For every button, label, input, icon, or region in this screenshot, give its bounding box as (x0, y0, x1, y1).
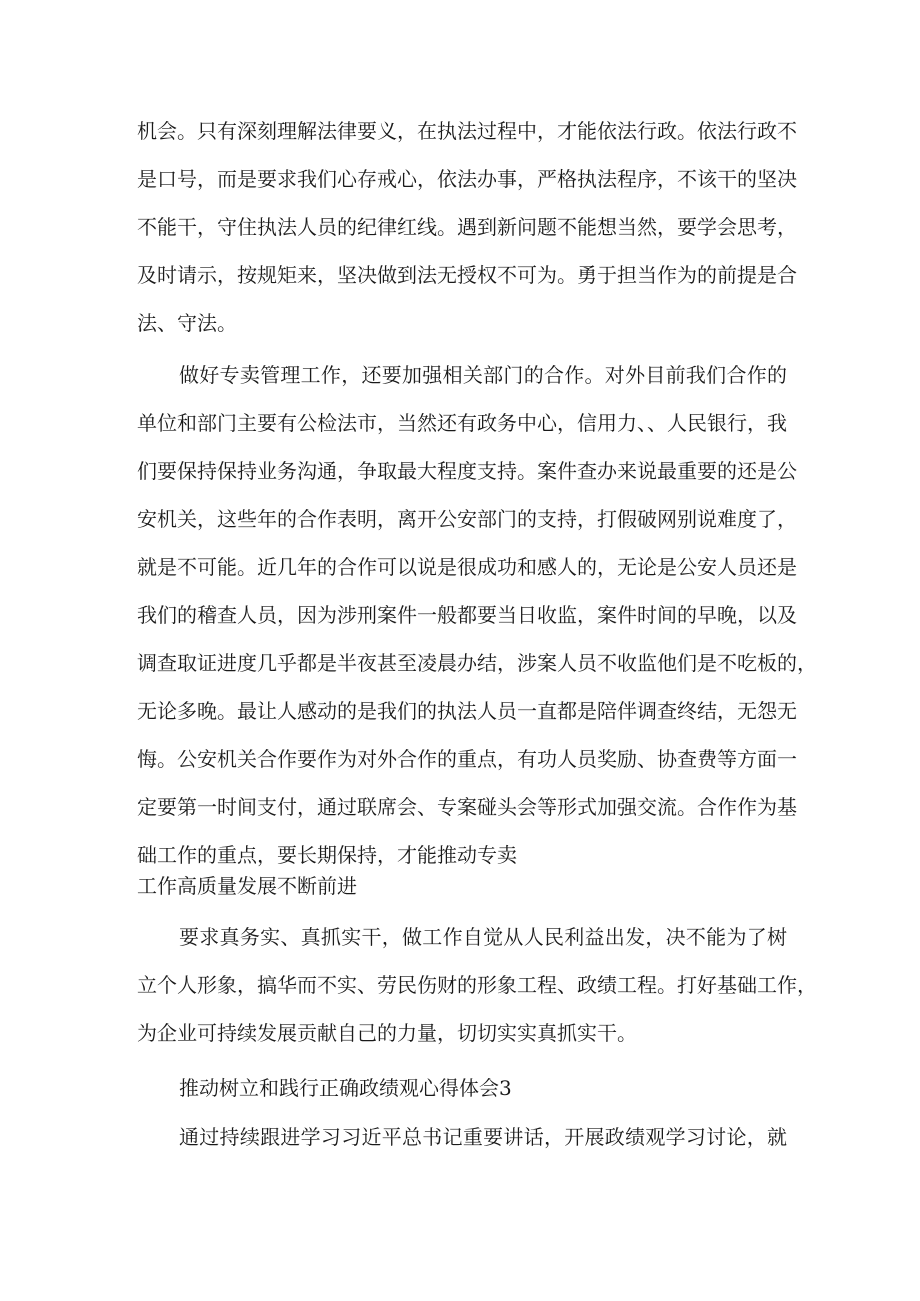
paragraph-line: 要求真务实、真抓实干，做工作自觉从人民利益出发，决不能为了树 (179, 925, 787, 949)
paragraph-line: 不能干，守住执法人员的纪律红线。遇到新问题不能想当然，要学会思考， (137, 215, 797, 239)
paragraph-line: 安机关，这些年的合作表明，离开公安部门的支持，打假破网别说难度了， (137, 507, 797, 531)
paragraph-line: 悔。公安机关合作要作为对外合作的重点，有功人员奖励、协查费等方面一 (137, 747, 797, 771)
paragraph-line: 做好专卖管理工作，还要加强相关部门的合作。对外目前我们合作的 (179, 363, 787, 387)
paragraph-line: 立个人形象，搞华而不实、劳民伤财的形象工程、政绩工程。打好基础工作， (137, 973, 817, 997)
paragraph-line: 我们的稽查人员，因为涉刑案件一般都要当日收监，案件时间的早晚，以及 (137, 603, 797, 627)
paragraph-line: 机会。只有深刻理解法律要义，在执法过程中，才能依法行政。依法行政不 (137, 119, 797, 143)
paragraph-line: 通过持续跟进学习习近平总书记重要讲话，开展政绩观学习讨论，就 (179, 1125, 787, 1149)
paragraph-line: 们要保持保持业务沟通，争取最大程度支持。案件查办来说最重要的还是公 (137, 459, 797, 483)
paragraph-line: 定要第一时间支付，通过联席会、专案碰头会等形式加强交流。合作作为基 (137, 795, 797, 819)
section-heading: 推动树立和践行正确政绩观心得体会3 (179, 1076, 512, 1100)
paragraph-line: 就是不可能。近几年的合作可以说是很成功和感人的，无论是公安人员还是 (137, 555, 797, 579)
paragraph-line: 是口号，而是要求我们心存戒心，依法办事，严格执法程序，不该干的坚决 (137, 167, 797, 191)
paragraph-line: 无论多晚。最让人感动的是我们的执法人员一直都是陪伴调查终结，无怨无 (137, 699, 797, 723)
paragraph-line: 工作高质量发展不断前进 (137, 874, 357, 898)
paragraph-line: 调查取证进度几乎都是半夜甚至凌晨办结，涉案人员不收监他们是不吃板的， (137, 651, 817, 675)
paragraph-line: 及时请示，按规矩来，坚决做到法无授权不可为。勇于担当作为的前提是合 (137, 263, 797, 287)
paragraph-line: 础工作的重点，要长期保持，才能推动专卖 (137, 843, 517, 867)
paragraph-line: 单位和部门主要有公检法市，当然还有政务中心，信用力、、人民银行，我 (137, 411, 787, 435)
paragraph-line: 为企业可持续发展贡献自己的力量，切切实实真抓实干。 (137, 1021, 637, 1045)
paragraph-line: 法、守法。 (137, 311, 237, 335)
